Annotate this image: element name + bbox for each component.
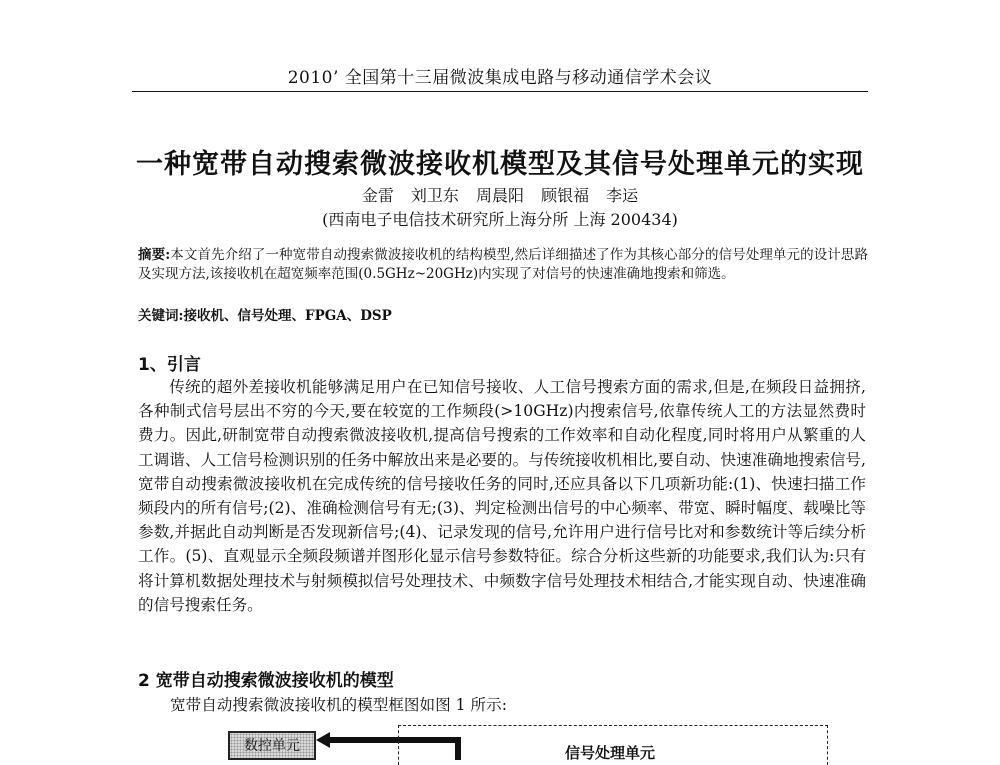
abstract-label: 摘要: [138,247,171,263]
running-header: 2010’ 全国第十三届微波集成电路与移动通信学术会议 [287,68,713,88]
section-heading-introduction: 1、引言 [138,355,201,375]
control-unit-box: 数控单元 [228,731,316,760]
model-paragraph: 宽带自动搜索微波接收机的模型框图如图 1 所示: [170,696,507,714]
paper-title: 一种宽带自动搜索微波接收机模型及其信号处理单元的实现 [136,149,864,180]
abstract [138,246,868,284]
keywords-text: 接收机、信号处理、FPGA、DSP [183,308,392,324]
author-affiliation: (西南电子电信技术研究所上海分所 上海 200434) [322,210,678,229]
signal-processing-unit-label: 信号处理单元 [564,744,655,762]
introduction-paragraph: 传统的超外差接收机能够满足用户在已知信号接收、人工信号搜索方面的需求,但是,在频段日益拥挤,各种制式信号层出不穷的今天,要在较宽的工作频段(>10GHz)内搜索信号,依靠传统人工的方法显然费时费力。因此,研制宽带自动搜索微波接收机,提高信号搜索的工作效率和自动化程度,同时将用户从繁重的人工调谐、人工信号检测识别的任务中解放出来是必要的。与传统接收机相比,要自动、快速准确地搜索信号,宽带自动搜索微波接收机在完成传统的信号接收任务的同时,还应具备以下几项新功能:(1)、快速扫描工作频段内的所有信号;(2)、准确检测信号有无;(3)、判定检测出信号的中心频率、带宽、瞬时幅度、载噪比等参数,并据此自动判断是否发现新信号;(4)、记录发现的信号,允许用户进行信号比对和参数统计等后续分析工作。(5)、直观显示全频段频谱并图形化显示信号参数特征。综合分析这些新的功能要求,我们认为:只有将计算机数据处理技术与射频模拟信号处理技术、中频数字信号处理技术相结合,才能实现自动、快速准确的信号搜索任务。 [138,378,866,614]
section-heading-model: 2 宽带自动搜索微波接收机的模型 [138,671,394,691]
author-list: 金雷 刘卫东 周晨阳 顾银福 李运 [361,186,639,205]
keywords-label: 关键词: [138,308,184,324]
header-rule [132,91,868,92]
keywords [138,307,868,326]
abstract-text: 本文首先介绍了一种宽带自动搜索微波接收机的结构模型,然后详细描述了作为其核心部分的信号处理单元的设计思路及实现方法,该接收机在超宽频率范围(0.5GHz~20GHz)内实现了对信号的快速准确地搜索和筛选。 [138,247,869,282]
